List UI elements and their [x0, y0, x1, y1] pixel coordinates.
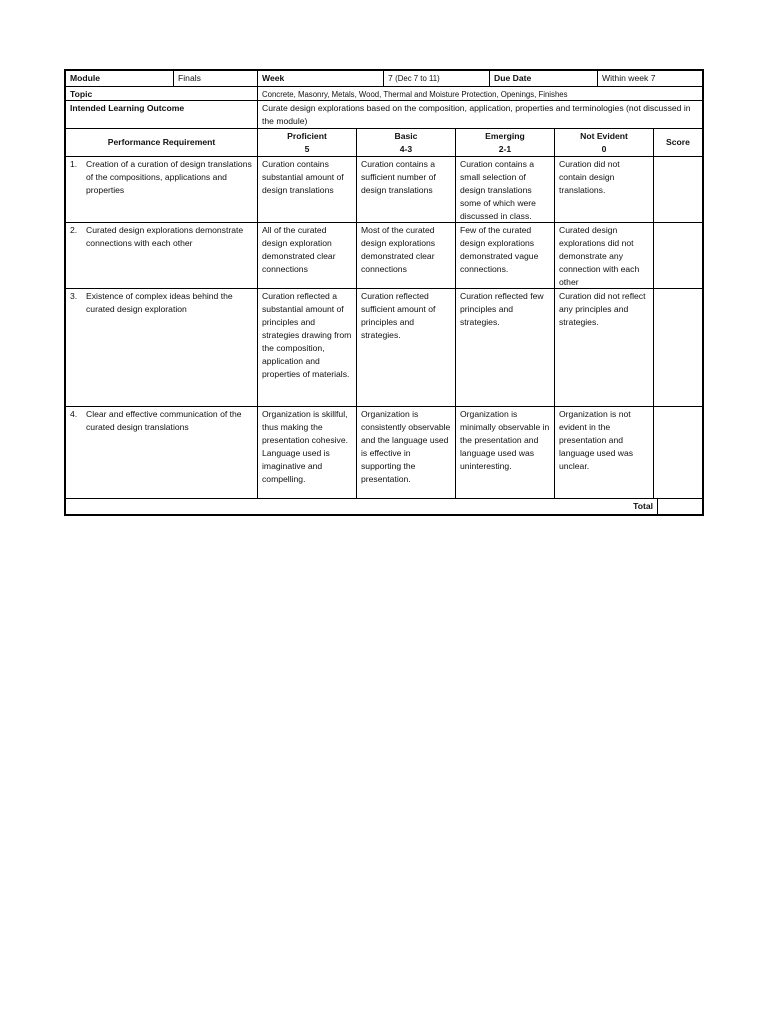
- ilo-label: Intended Learning Outcome: [66, 101, 258, 128]
- header-requirement: Performance Requirement: [66, 129, 258, 156]
- level-name: Not Evident: [580, 130, 628, 141]
- descriptor-basic: Most of the curated design explorations demonstrated clear connections: [357, 223, 456, 288]
- criterion-number: 4.: [70, 409, 78, 419]
- descriptor-basic: Curation reflected sufficient amount of principles and strategies.: [357, 289, 456, 406]
- criterion-number: 2.: [70, 225, 78, 235]
- rubric-table: [64, 69, 704, 516]
- score-cell[interactable]: [654, 289, 702, 406]
- header-level-basic: [357, 129, 456, 156]
- criterion-text: Creation of a curation of design translations of the compositions, applications and properties: [86, 159, 252, 195]
- total-score-cell[interactable]: [658, 499, 702, 514]
- ilo-value: Curate design explorations based on the composition, application, properties and terminologies (not discussed in the module): [262, 103, 691, 126]
- criterion-row: [66, 407, 702, 499]
- descriptor-not-evident: Curation did not contain design translations.: [555, 157, 654, 222]
- due-date-label: Due Date: [490, 71, 598, 86]
- module-value: Finals: [174, 71, 258, 86]
- descriptor-basic: Curation contains a sufficient number of design translations: [357, 157, 456, 222]
- descriptor-basic: Organization is consistently observable and the language used is effective in supporting the presentation.: [357, 407, 456, 498]
- descriptor-proficient: Curation contains substantial amount of design translations: [258, 157, 357, 222]
- score-cell[interactable]: [654, 407, 702, 498]
- criterion-number: 1.: [70, 159, 78, 169]
- due-date-value: Within week 7: [602, 73, 656, 83]
- header-score: Score: [666, 137, 690, 147]
- criterion-text: Existence of complex ideas behind the curated design exploration: [86, 291, 233, 314]
- score-cell[interactable]: [654, 157, 702, 222]
- descriptor-emerging: Curation reflected few principles and strategies.: [456, 289, 555, 406]
- descriptor-not-evident: Curated design explorations did not demonstrate any connection with each other: [555, 223, 654, 288]
- criterion-row: [66, 223, 702, 289]
- criterion-description: [66, 289, 258, 406]
- week-number: 7: [388, 73, 393, 83]
- module-label: Module: [66, 71, 174, 86]
- rubric-header-row: [66, 129, 702, 157]
- info-row-topic: [66, 87, 702, 101]
- criterion-row: [66, 289, 702, 407]
- level-name: Proficient: [287, 130, 327, 141]
- header-level-emerging: [456, 129, 555, 156]
- week-label: Week: [258, 71, 384, 86]
- descriptor-emerging: Curation contains a small selection of design translations some of which were discussed in class.: [456, 157, 555, 222]
- descriptor-not-evident: Organization is not evident in the presentation and language used was unclear.: [555, 407, 654, 498]
- descriptor-emerging: Organization is minimally observable in the presentation and language used was uninteresting.: [456, 407, 555, 498]
- criterion-description: [66, 407, 258, 498]
- level-name: Basic: [394, 130, 418, 141]
- week-value: [384, 71, 490, 86]
- topic-label: Topic: [66, 87, 258, 100]
- topic-value: Concrete, Masonry, Metals, Wood, Thermal and Moisture Protection, Openings, Finishes: [262, 90, 568, 99]
- level-points: 5: [304, 143, 310, 154]
- score-cell[interactable]: [654, 223, 702, 288]
- criterion-text: Clear and effective communication of the curated design translations: [86, 409, 242, 432]
- info-row-ilo: [66, 101, 702, 129]
- header-level-not-evident: [555, 129, 654, 156]
- criterion-text: Curated design explorations demonstrate connections with each other: [86, 225, 244, 248]
- descriptor-emerging: Few of the curated design explorations demonstrated vague connections.: [456, 223, 555, 288]
- level-name: Emerging: [485, 130, 525, 141]
- info-row-module: [66, 71, 702, 87]
- total-label: Total: [66, 499, 658, 514]
- header-level-proficient: [258, 129, 357, 156]
- level-points: 2-1: [498, 143, 512, 154]
- criterion-description: [66, 157, 258, 222]
- total-row: [66, 499, 702, 514]
- week-dates: (Dec 7 to 11): [395, 74, 440, 83]
- descriptor-proficient: All of the curated design exploration demonstrated clear connections: [258, 223, 357, 288]
- descriptor-not-evident: Curation did not reflect any principles and strategies.: [555, 289, 654, 406]
- criterion-number: 3.: [70, 291, 78, 301]
- level-points: 4-3: [399, 143, 413, 154]
- descriptor-proficient: Curation reflected a substantial amount of principles and strategies drawing from the composition, application and properties of materials.: [258, 289, 357, 406]
- level-points: 0: [601, 143, 607, 154]
- descriptor-proficient: Organization is skillful, thus making the presentation cohesive. Language used is imaginative and compelling.: [258, 407, 357, 498]
- criterion-description: [66, 223, 258, 288]
- criterion-row: [66, 157, 702, 223]
